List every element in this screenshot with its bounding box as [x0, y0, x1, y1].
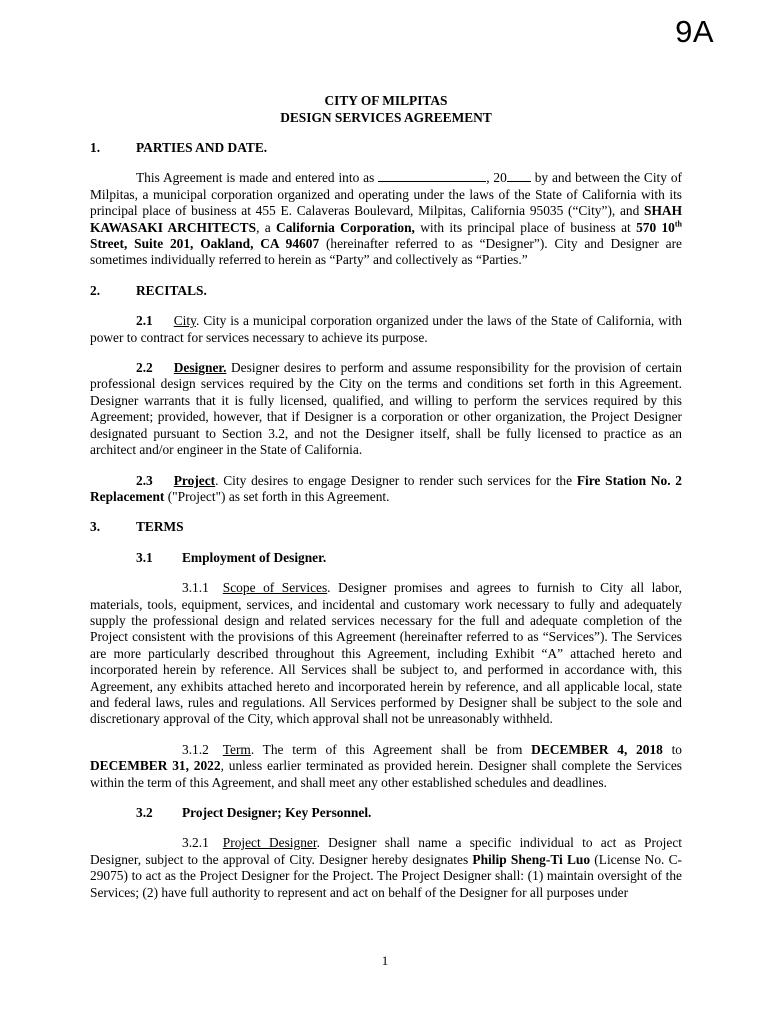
clause-number: 3.1.1: [182, 580, 209, 596]
subsection-title: Employment of Designer.: [182, 549, 327, 565]
section-number: 3.: [90, 519, 101, 535]
parties-paragraph: [90, 170, 682, 268]
section-title: RECITALS.: [136, 282, 207, 298]
page-tag: 9A: [675, 14, 714, 49]
clause-text: , unless earlier terminated as provided herein. Designer shall complete the Services within the term of this Agreement, and shall meet any other established schedules and deadlines.: [90, 758, 682, 790]
subsection-number: 3.1: [136, 549, 153, 565]
recital-2-3: [90, 473, 682, 506]
clause-title: Project Designer: [222, 835, 317, 851]
text: , a: [256, 219, 277, 235]
ordinal-suffix: th: [674, 219, 682, 229]
clause-text: . City is a municipal corporation organized under the laws of the State of California, with power to contract for services necessary to achieve its purpose.: [90, 313, 682, 345]
recital-2-2: [90, 360, 682, 458]
clause-text: Designer desires to perform and assume responsibility for the provision of certain professional design services required by the City on the terms and conditions set forth in this Agreement. Designer warrants that it is fully licensed, qualified, and willing to perform the services required by this Agreement; provided, however, that if Designer is a corporation or other organization, the Project Designer designated pursuant to Section 3.2, and not the Designer itself, shall be fully licensed to practice as an architect and/or engineer in the State of California.: [90, 360, 682, 458]
section-title: PARTIES AND DATE.: [136, 140, 268, 155]
clause-number: 2.2: [136, 360, 153, 376]
section-1-heading: [90, 140, 682, 156]
title-line-2: DESIGN SERVICES AGREEMENT: [280, 110, 492, 125]
clause-text: . The term of this Agreement shall be from: [250, 741, 532, 757]
clause-number: 2.1: [136, 313, 153, 329]
clause-3-1-2: [90, 742, 682, 791]
clause-text: . Designer promises and agrees to furnish to City all labor, materials, tools, equipment, services, and incidental and customary work necessary to fully and adequately supply the professional design and related services necessary for the full and adequate completion of the Project consistent with the provisions of this Agreement (hereinafter referred to as “Services”). The Services are more particularly described throughout this Agreement, including Exhibit “A” attached hereto and incorporated herein by reference. All Services shall be subject to, and performed in accordance with, this Agreement, any exhibits attached hereto and incorporated herein by reference, and all applicable local, state and federal laws, rules and regulations. All Services performed by Designer shall be subject to the sole and discretionary approval of the City, which approval shall not be unreasonably withheld.: [90, 580, 682, 727]
text: by and between the City of Milpitas, a municipal corporation organized and operating under the laws of the State of California with its principal place of business at 455 E. Calaveras Boulevard, Milpitas, California 95035 (“City”), and: [90, 170, 682, 219]
text: with its principal place of business at: [414, 219, 637, 235]
text: , 20: [486, 170, 507, 186]
page-number: 1: [381, 953, 389, 968]
date-blank: [378, 170, 486, 182]
clause-title: City: [173, 313, 196, 329]
clause-title: Designer.: [173, 360, 227, 376]
clause-3-1-1: [90, 580, 682, 728]
clause-text: (License No. C-29075) to act as the Project Designer for the Project. The Project Designer shall: (1) maintain oversight of the Services; (2) have full authority to represent and act on behalf of the Designer for all purposes under: [90, 851, 682, 900]
clause-text: . City desires to engage Designer to render such services for the: [215, 472, 577, 488]
designer-name: SHAH KAWASAKI ARCHITECTS: [90, 203, 682, 235]
clause-number: 3.1.2: [182, 741, 209, 757]
subsection-3-2-heading: [90, 805, 682, 821]
term-end-date: DECEMBER 31, 2022: [90, 758, 221, 774]
project-designer-name: Philip Sheng-Ti Luo: [472, 851, 591, 867]
text: 570 10: [636, 219, 675, 235]
section-2-heading: [90, 283, 682, 299]
clause-number: 3.2.1: [182, 835, 209, 851]
term-start-date: DECEMBER 4, 2018: [531, 741, 663, 757]
section-3-heading: [90, 519, 682, 535]
subsection-title: Project Designer; Key Personnel.: [182, 805, 372, 820]
project-name: Fire Station No. 2 Replacement: [90, 472, 682, 504]
document-title: [90, 92, 682, 126]
clause-text: ("Project") as set forth in this Agreement.: [164, 488, 390, 504]
corporation-type: California Corporation,: [276, 219, 415, 235]
recital-2-1: [90, 313, 682, 346]
clause-title: Project: [173, 472, 216, 488]
year-blank: [507, 170, 531, 182]
clause-title: Term: [222, 741, 251, 757]
clause-3-2-1: [90, 835, 682, 901]
text: This Agreement is made and entered into as: [136, 170, 379, 186]
text: Street, Suite 201, Oakland, CA 94607: [90, 236, 320, 252]
subsection-number: 3.2: [136, 805, 153, 820]
section-number: 2.: [90, 282, 101, 298]
title-line-1: CITY OF MILPITAS: [324, 93, 448, 108]
clause-text: . Designer shall name a specific individual to act as Project Designer, subject to the approval of City. Designer hereby designates: [90, 835, 682, 867]
document-body: [90, 92, 682, 901]
section-title: TERMS: [136, 519, 184, 535]
section-number: 1.: [90, 140, 101, 155]
clause-title: Scope of Services: [222, 580, 328, 596]
subsection-3-1-heading: [90, 550, 682, 566]
clause-number: 2.3: [136, 472, 153, 488]
text: (hereinafter referred to as “Designer”). City and Designer are sometimes individually referred to herein as “Party” and collectively as “Parties.”: [90, 236, 682, 268]
clause-text: to: [662, 741, 682, 757]
